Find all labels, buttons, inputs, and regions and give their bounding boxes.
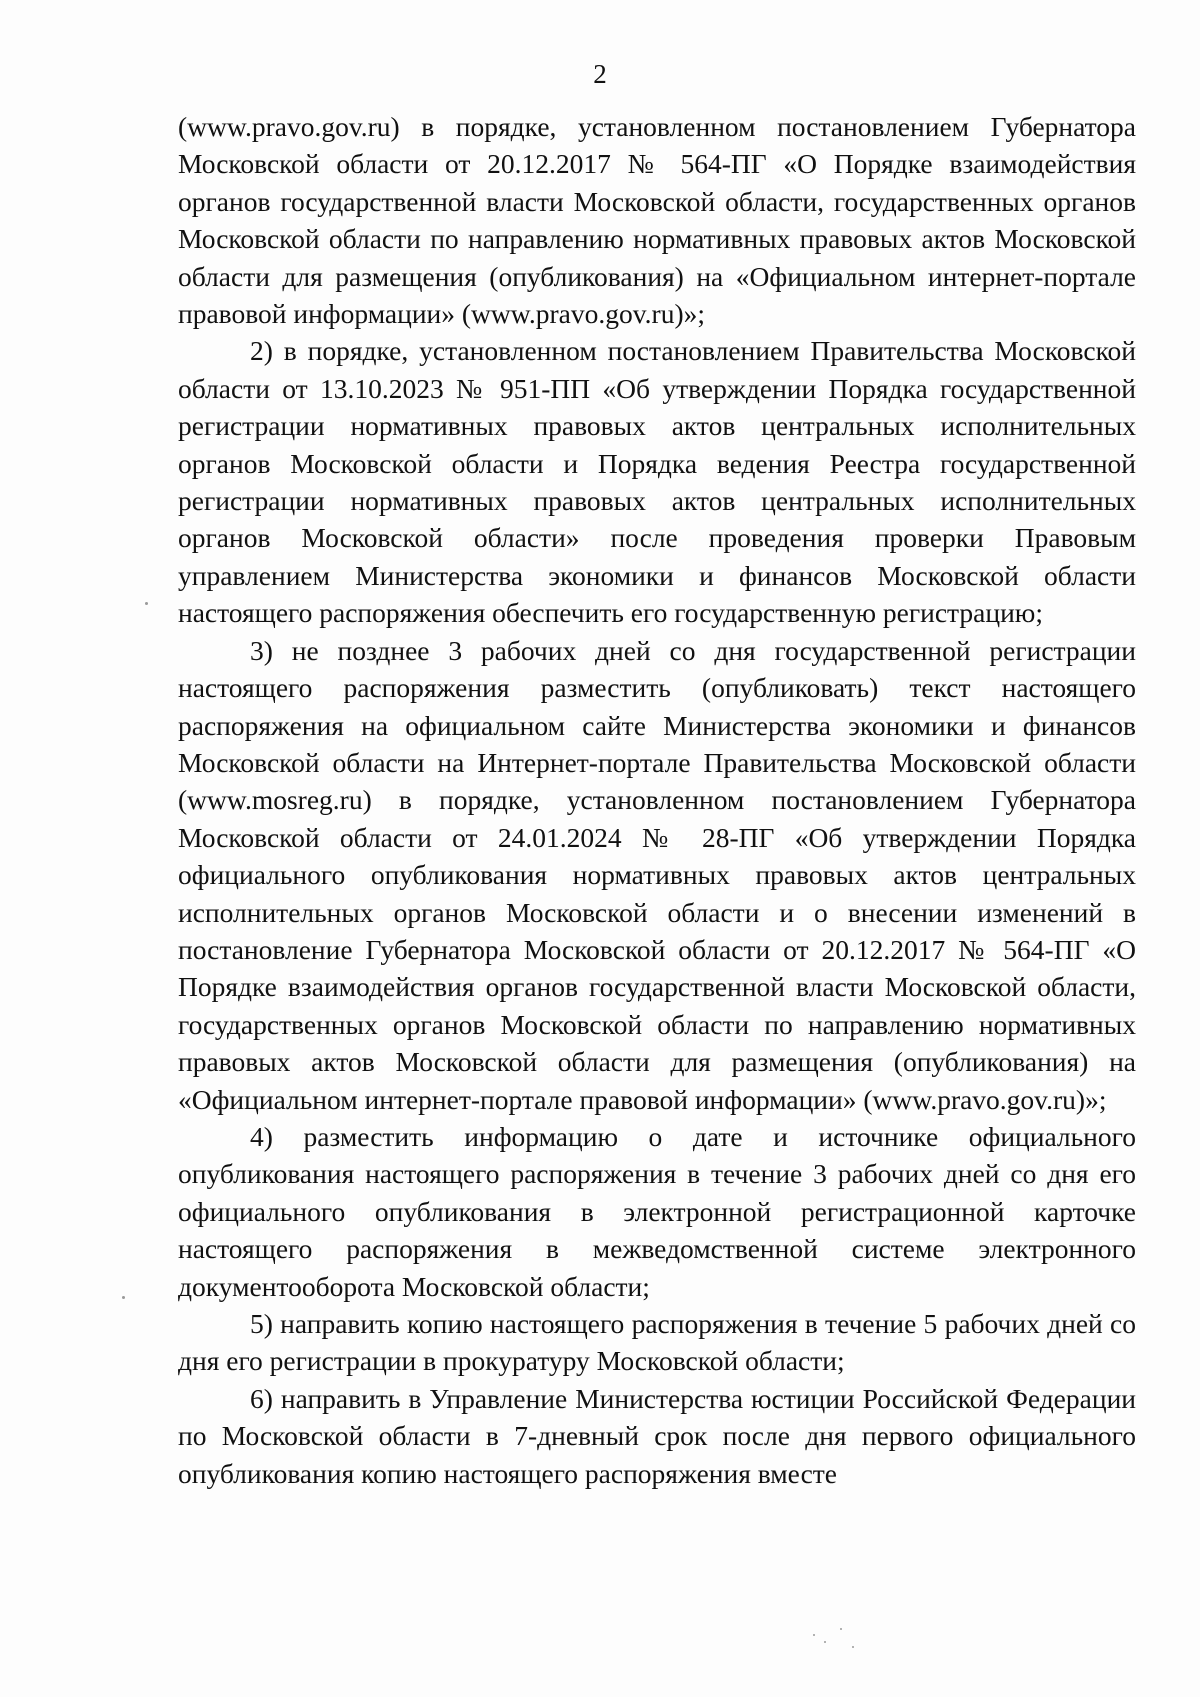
page-number: 2 [593, 59, 607, 89]
paragraph-item-6: 6) направить в Управление Министерства юстиции Российской Федерации по Московской области в 7-дневный срок после дня первого официального опубликования копию настоящего распоряжения вместе [178, 1382, 1136, 1489]
paragraph-continuation: (www.pravo.gov.ru) в порядке, установленном постановлением Губернатора Московской области от 20.12.2017 № 564-ПГ «О Порядке взаимодействия органов государственной власти Московской области, государственных органов Московской области по направлению нормативных правовых актов Московской области для размещения (опубликования) на «Официальном интернет-портале правовой информации» (www.pravo.gov.ru)»; [178, 111, 1136, 330]
paragraph-item-2: 2) в порядке, установленном постановлением Правительства Московской области от 13.10.2023 № 951-ПП «Об утверждении Порядка государственной регистрации нормативных правовых актов центральных исполнительных органов Московской области и Порядка ведения Реестра государственной регистрации нормативных правовых актов центральных исполнительных органов Московской области» после проведения проверки Правовым управлением Министерства экономики и финансов Московской области настоящего распоряжения обеспечить его государственную регистрацию; [178, 335, 1136, 629]
paragraph-item-3: 3) не позднее 3 рабочих дней со дня государственной регистрации настоящего распоряжения разместить (опубликовать) текст настоящего распоряжения на официальном сайте Министерства экономики и финансов Московской области на Интернет-портале Правительства Московской области (www.mosreg.ru) в порядке, установленном постановлением Губернатора Московской области от 24.01.2024 № 28-ПГ «Об утверждении Порядка официального опубликования нормативных правовых актов центральных исполнительных органов Московской области и о внесении изменений в постановление Губернатора Московской области от 20.12.2017 № 564-ПГ «О Порядке взаимодействия органов государственной власти Московской области, государственных органов Московской области по направлению нормативных правовых актов Московской области для размещения (опубликования) на «Официальном интернет-портале правовой информации» (www.pravo.gov.ru)»; [178, 634, 1136, 1115]
paragraph-item-4: 4) разместить информацию о дате и источнике официального опубликования настоящего распоряжения в течение 3 рабочих дней со дня его официального опубликования в электронной регистрационной карточке настоящего распоряжения в межведомственной системе электронного документооборота Московской области; [178, 1120, 1136, 1302]
document-body [178, 108, 1136, 1492]
scan-speck [122, 1296, 125, 1299]
scan-speck [852, 1646, 854, 1648]
paragraph-item-5: 5) направить копию настоящего распоряжения в течение 5 рабочих дней со дня его регистрации в прокуратуру Московской области; [178, 1308, 1136, 1377]
scan-speck [840, 1628, 842, 1630]
scan-speck [824, 1641, 826, 1643]
scan-speck [145, 602, 148, 605]
scan-speck [813, 1634, 815, 1636]
